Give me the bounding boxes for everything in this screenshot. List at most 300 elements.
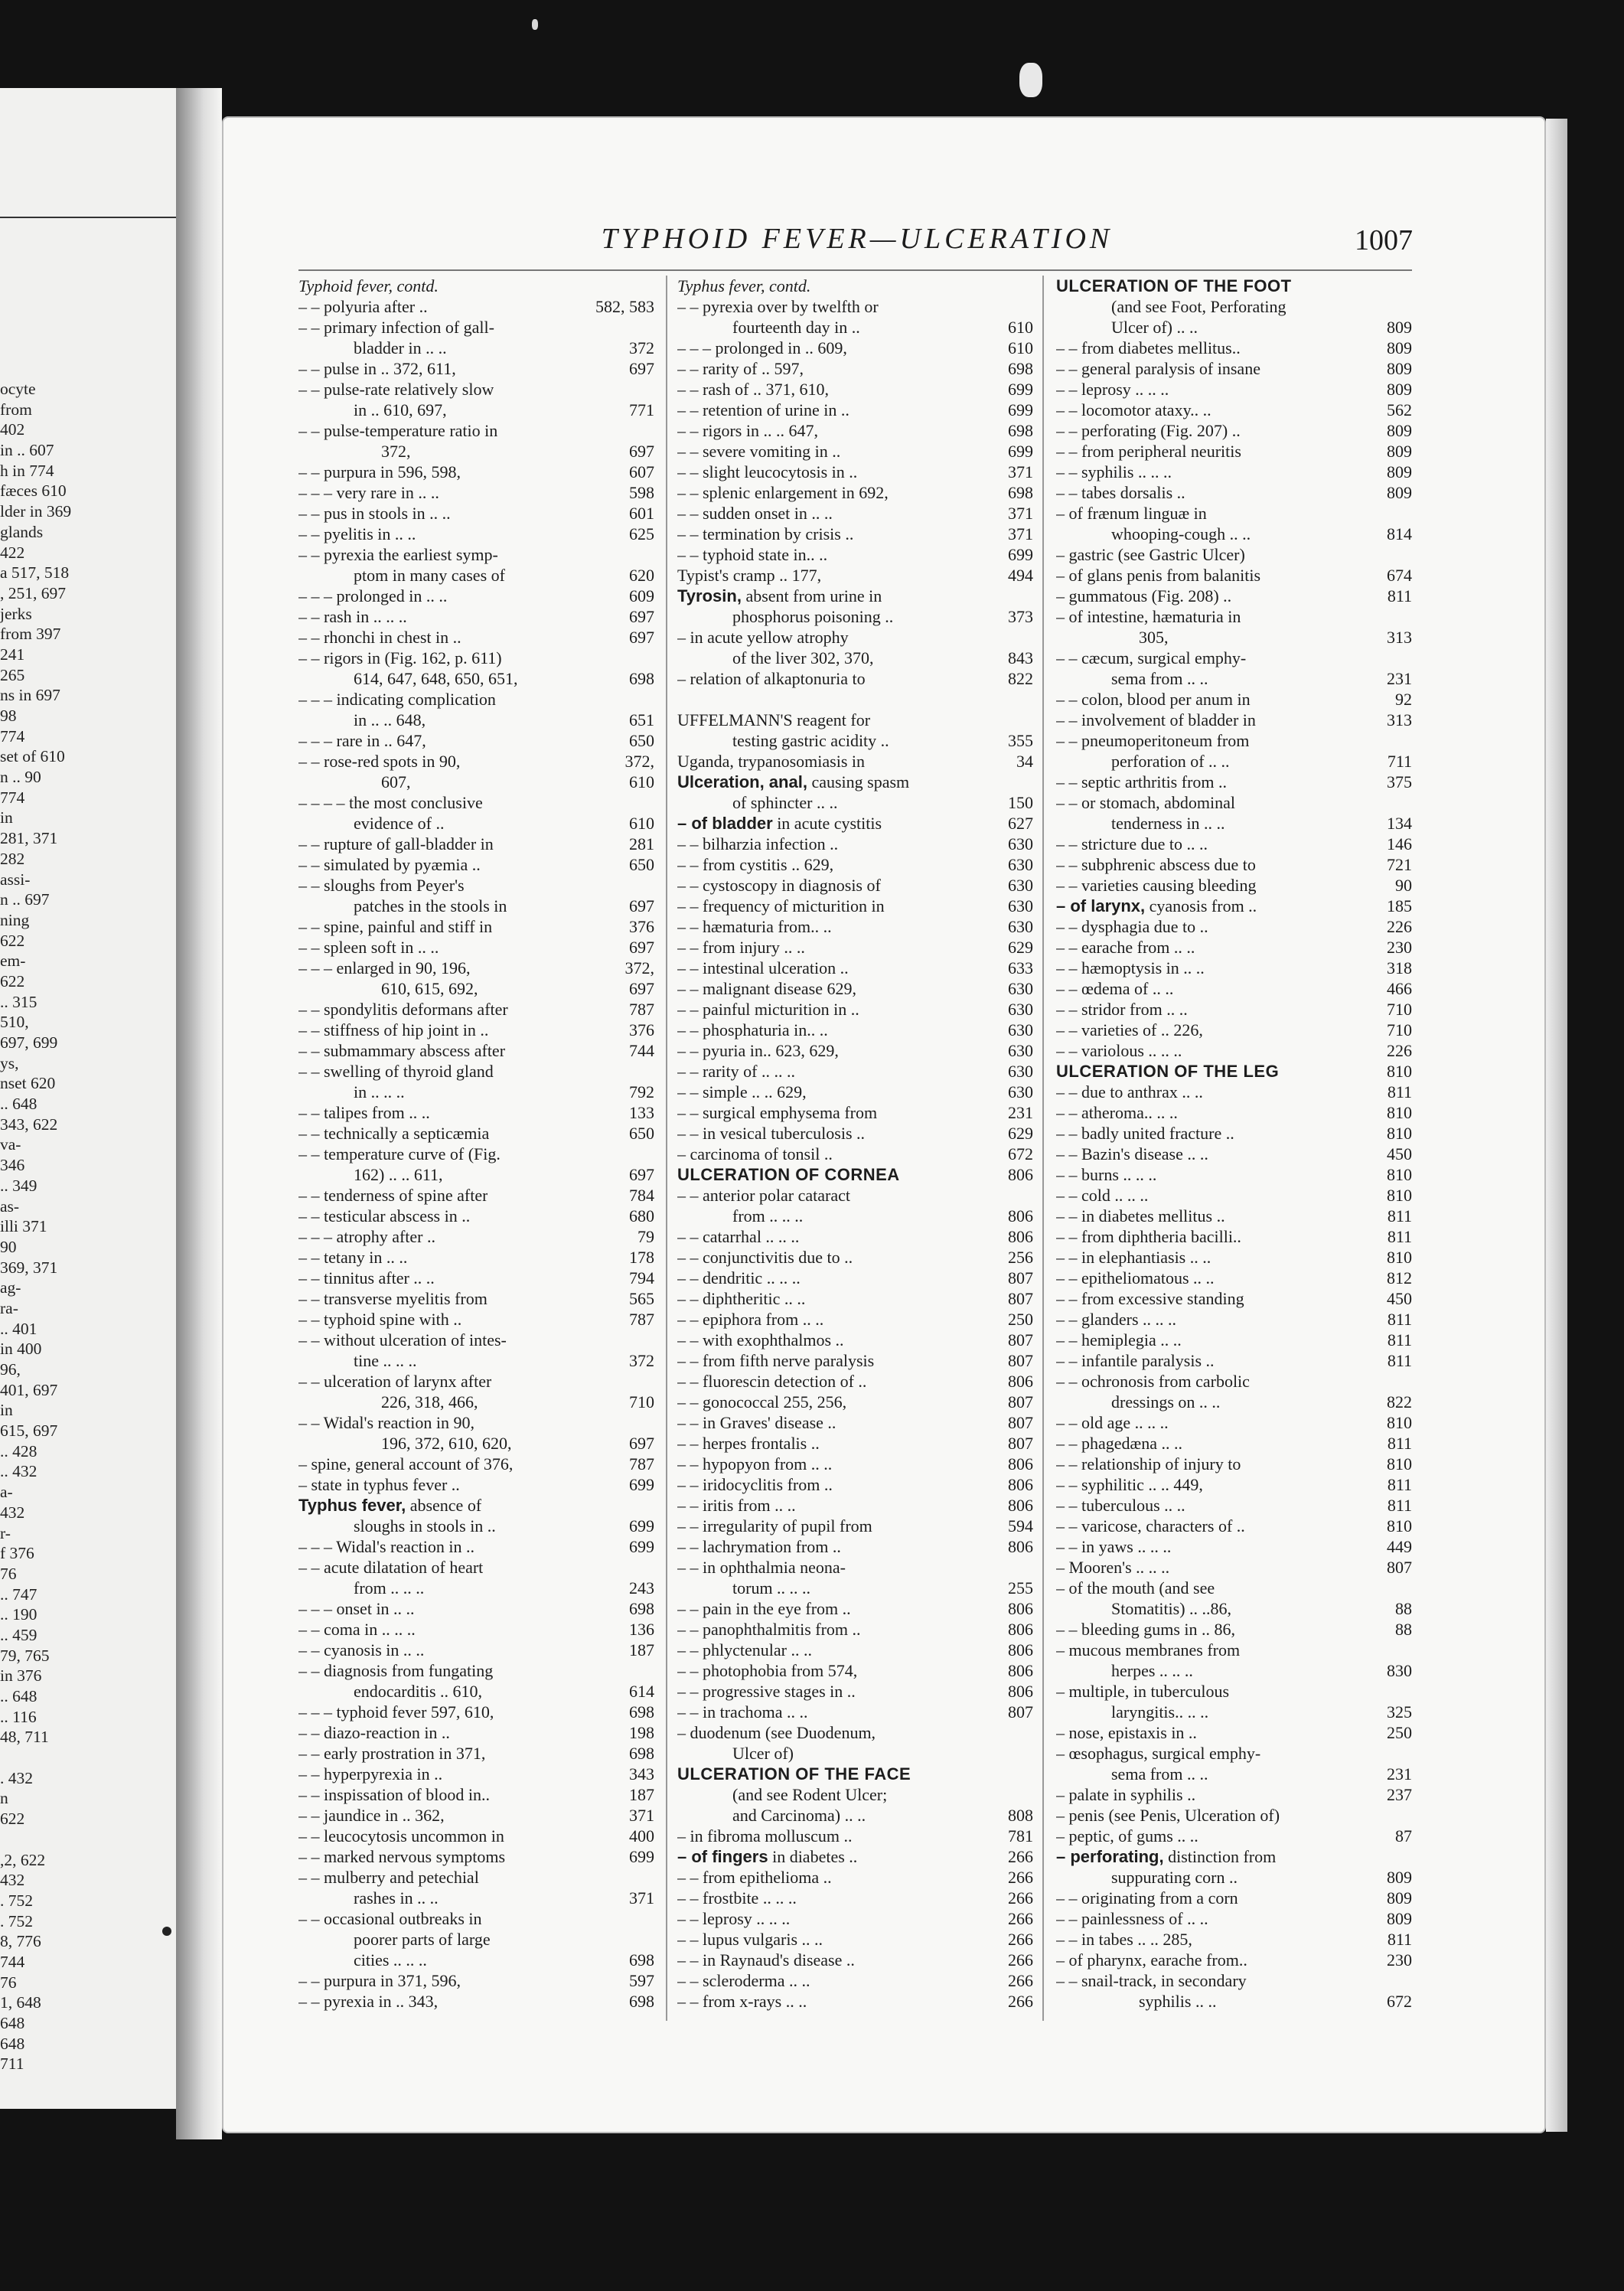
entry-text: of sphincter .. ..: [732, 793, 838, 812]
entry-text: – – diagnosis from fungating: [298, 1661, 494, 1680]
index-entry: [677, 978, 1033, 999]
entry-text: – – purpura in 596, 598,: [298, 462, 461, 481]
entry-text: ULCERATION OF THE FOOT: [1056, 276, 1292, 295]
entry-pages: 806: [1008, 1661, 1033, 1680]
entry-pages: 781: [1008, 1826, 1033, 1846]
entry-pages: 325: [1387, 1702, 1412, 1722]
index-entry: [677, 1660, 1033, 1681]
index-entry: [677, 1226, 1033, 1247]
index-entry: [298, 1970, 654, 1991]
entry-text: – – hyperpyrexia in ..: [298, 1764, 443, 1784]
left-page-fragment: 432: [0, 1503, 25, 1522]
entry-pages: 809: [1387, 318, 1412, 337]
entry-pages: 146: [1387, 834, 1412, 853]
entry-text: herpes .. .. ..: [1111, 1661, 1193, 1680]
index-entry: [677, 1392, 1033, 1412]
left-page-fragment: 744: [0, 1952, 25, 1971]
entry-pages: 318: [1387, 958, 1412, 977]
index-entry: [298, 958, 654, 978]
entry-text: – – diphtheritic .. ..: [677, 1289, 806, 1308]
index-entry: [677, 1908, 1033, 1929]
entry-pages: 494: [1008, 566, 1033, 585]
entry-pages: 806: [1008, 1537, 1033, 1556]
index-entry: [298, 358, 654, 379]
entry-text: laryngitis.. .. ..: [1111, 1702, 1209, 1722]
entry-text: – – Widal's reaction in 90,: [298, 1413, 474, 1432]
entry-text: (and see Rodent Ulcer;: [732, 1785, 888, 1804]
entry-pages: 698: [629, 1599, 654, 1618]
entry-text: – – cold .. .. ..: [1056, 1186, 1149, 1205]
entry-pages: 808: [1008, 1806, 1033, 1825]
entry-pages: 371: [1008, 462, 1033, 481]
entry-pages: 806: [1008, 1640, 1033, 1660]
entry-text: – – epiphora from .. ..: [677, 1310, 824, 1329]
entry-text: – spine, general account of 376,: [298, 1454, 514, 1473]
index-entry: [1056, 1247, 1412, 1268]
left-page-fragment: as-: [0, 1196, 20, 1216]
index-entry: [677, 1350, 1033, 1371]
entry-text: – – splenic enlargement in 692,: [677, 483, 889, 502]
entry-pages: 811: [1387, 1330, 1412, 1349]
entry-text: 226, 318, 466,: [381, 1392, 478, 1411]
index-entry: [298, 606, 654, 627]
entry-pages: 256: [1008, 1248, 1033, 1267]
entry-text: 372,: [381, 442, 411, 461]
entry-pages: 806: [1008, 1475, 1033, 1494]
entry-text: – – coma in .. .. ..: [298, 1620, 416, 1639]
entry-text: – – jaundice in .. 362,: [298, 1806, 445, 1825]
entry-pages: 672: [1008, 1144, 1033, 1163]
entry-pages: 699: [629, 1475, 654, 1494]
index-entry: [677, 1784, 1033, 1805]
index-entry: [677, 586, 1033, 606]
entry-pages: 266: [1008, 1847, 1033, 1866]
entry-pages: 771: [629, 400, 654, 419]
entry-pages: 809: [1387, 338, 1412, 357]
entry-text: from .. .. ..: [732, 1206, 804, 1225]
index-entry: [1056, 1082, 1412, 1102]
entry-pages: 630: [1008, 1041, 1033, 1060]
entry-text: – – without ulceration of intes-: [298, 1330, 507, 1349]
index-entry: [677, 1206, 1033, 1226]
entry-text: – – syphilitic .. .. 449,: [1056, 1475, 1203, 1494]
entry-text: suppurating corn ..: [1111, 1868, 1238, 1887]
entry-text: – – due to anthrax .. ..: [1056, 1082, 1203, 1101]
left-page-fragment: a-: [0, 1483, 13, 1502]
entry-text: – Mooren's .. .. ..: [1056, 1558, 1170, 1577]
entry-text: sema from .. ..: [1111, 1764, 1208, 1784]
entry-pages: 92: [1395, 690, 1412, 709]
entry-pages: 697: [629, 1434, 654, 1453]
entry-text: – – in tabes .. .. 285,: [1056, 1930, 1192, 1949]
entry-pages: 810: [1387, 1454, 1412, 1473]
entry-text: – relation of alkaptonuria to: [677, 669, 866, 688]
entry-text: torum .. .. ..: [732, 1578, 811, 1597]
entry-text: – – spleen soft in .. ..: [298, 938, 439, 957]
entry-text: – – lachrymation from ..: [677, 1537, 841, 1556]
index-entry: [677, 276, 1033, 296]
index-entry: [677, 1144, 1033, 1164]
entry-pages: 87: [1395, 1826, 1412, 1846]
entry-pages: 88: [1395, 1599, 1412, 1618]
index-entry: [677, 916, 1033, 937]
left-page-fragment: .. 648: [0, 1095, 38, 1114]
index-entry: [1056, 730, 1412, 751]
index-entry: [677, 1681, 1033, 1702]
entry-pages: 610: [1008, 338, 1033, 357]
entry-pages: 806: [1008, 1496, 1033, 1515]
entry-pages: 610: [629, 772, 654, 791]
entry-text: – of the mouth (and see: [1056, 1578, 1215, 1597]
index-entry: [298, 586, 654, 606]
left-page-fragment: 281, 371: [0, 829, 58, 848]
index-entry: [298, 1702, 654, 1722]
index-entry: [1056, 1144, 1412, 1164]
index-entry: [1056, 896, 1412, 916]
index-entry: [298, 1082, 654, 1102]
index-entry: [1056, 524, 1412, 544]
index-entry: [677, 1950, 1033, 1970]
entry-text: – – irregularity of pupil from: [677, 1516, 872, 1535]
left-page-fragment: assi-: [0, 870, 31, 889]
entry-text: 614, 647, 648, 650, 651,: [354, 669, 518, 688]
left-page-fragment: ra-: [0, 1298, 18, 1317]
entry-text: ULCERATION OF THE LEG: [1056, 1062, 1280, 1081]
entry-pages: 843: [1008, 648, 1033, 667]
index-entry: [298, 834, 654, 854]
index-entry: [298, 379, 654, 400]
entry-pages: 787: [629, 1000, 654, 1019]
left-page-fragment: 346: [0, 1156, 25, 1175]
index-entry: [677, 1867, 1033, 1888]
entry-text: – – typhoid spine with ..: [298, 1310, 462, 1329]
entry-text: – – from epithelioma ..: [677, 1868, 832, 1887]
entry-text: – – – very rare in .. ..: [298, 483, 439, 502]
entry-text: – – submammary abscess after: [298, 1041, 506, 1060]
index-entry: [677, 772, 1033, 792]
entry-text: – gummatous (Fig. 208) ..: [1056, 586, 1232, 605]
entry-text: – – earache from .. ..: [1056, 938, 1195, 957]
entry-pages: 90: [1395, 876, 1412, 895]
index-entry: [298, 689, 654, 710]
entry-text: – – – atrophy after ..: [298, 1227, 435, 1246]
entry-text: Stomatitis) .. ..86,: [1111, 1599, 1232, 1618]
entry-text: testing gastric acidity ..: [732, 731, 889, 750]
entry-text: endocarditis .. 610,: [354, 1682, 483, 1701]
entry-pages: 807: [1008, 1392, 1033, 1411]
entry-pages: 134: [1387, 814, 1412, 833]
index-entry: [1056, 648, 1412, 668]
entry-text: – peptic, of gums .. ..: [1056, 1826, 1198, 1846]
left-page-fragment: 432: [0, 1871, 25, 1890]
left-page-fragment: in: [0, 808, 13, 827]
entry-text: phosphorus poisoning ..: [732, 607, 894, 626]
entry-text: – – – typhoid fever 597, 610,: [298, 1702, 494, 1722]
entry-pages: 697: [629, 896, 654, 915]
index-heading: [677, 1764, 1033, 1784]
left-page-fragment: .. 116: [0, 1707, 37, 1726]
entry-text: – – tabes dorsalis ..: [1056, 483, 1185, 502]
entry-pages: 355: [1008, 731, 1033, 750]
index-entry: [298, 1268, 654, 1288]
index-entry: [298, 1536, 654, 1557]
entry-text: – state in typhus fever ..: [298, 1475, 460, 1494]
entry-pages: 710: [1387, 1020, 1412, 1039]
index-entry: [298, 1454, 654, 1474]
index-entry: [298, 751, 654, 772]
entry-text: Typhoid fever, contd.: [298, 276, 439, 295]
left-page-fragment: 622: [0, 931, 25, 950]
index-entry: [677, 606, 1033, 627]
entry-text: – – leprosy .. .. ..: [1056, 380, 1169, 399]
entry-pages: 650: [629, 1124, 654, 1143]
index-entry: [1056, 317, 1412, 338]
entry-text: – – talipes from .. ..: [298, 1103, 430, 1122]
entry-pages: 811: [1387, 1310, 1412, 1329]
index-entry: [298, 978, 654, 999]
entry-pages: 807: [1387, 1558, 1412, 1577]
column-divider: [1042, 276, 1044, 2021]
entry-text: – of larynx, cyanosis from ..: [1056, 896, 1257, 915]
index-entry: [298, 1929, 654, 1950]
index-entry: [677, 627, 1033, 648]
entry-text: – – varicose, characters of ..: [1056, 1516, 1245, 1535]
entry-text: – – stridor from .. ..: [1056, 1000, 1188, 1019]
entry-pages: 565: [629, 1289, 654, 1308]
index-entry: [677, 1185, 1033, 1206]
left-page-fragment: from: [0, 400, 32, 419]
entry-text: 610, 615, 692,: [381, 979, 478, 998]
entry-pages: 744: [629, 1041, 654, 1060]
index-entry: [1056, 503, 1412, 524]
entry-text: Typhus fever, absence of: [298, 1496, 482, 1515]
index-entry: [1056, 1536, 1412, 1557]
entry-text: – – glanders .. .. ..: [1056, 1310, 1177, 1329]
left-page-fragment: jerks: [0, 604, 32, 623]
index-entry: [1056, 1846, 1412, 1867]
entry-text: – – termination by crisis ..: [677, 524, 854, 543]
entry-text: – – bleeding gums in .. 86,: [1056, 1620, 1236, 1639]
index-entry: [1056, 1784, 1412, 1805]
entry-text: – – cæcum, surgical emphy-: [1056, 648, 1247, 667]
entry-text: 162) .. .. 611,: [354, 1165, 443, 1184]
entry-text: – – swelling of thyroid gland: [298, 1062, 494, 1081]
index-entry: [298, 565, 654, 586]
index-entry: [1056, 1433, 1412, 1454]
entry-pages: 721: [1387, 855, 1412, 874]
entry-text: – duodenum (see Duodenum,: [677, 1723, 876, 1742]
index-entry: [1056, 1950, 1412, 1970]
entry-text: sloughs in stools in ..: [354, 1516, 496, 1535]
entry-text: dressings on .. ..: [1111, 1392, 1221, 1411]
entry-text: – – marked nervous symptoms: [298, 1847, 506, 1866]
index-entry: [298, 792, 654, 813]
entry-text: – – rupture of gall-bladder in: [298, 834, 494, 853]
entry-pages: 243: [629, 1578, 654, 1597]
index-entry: [1056, 400, 1412, 420]
entry-pages: 629: [1008, 1124, 1033, 1143]
index-entry: [1056, 441, 1412, 462]
entry-text: of the liver 302, 370,: [732, 648, 874, 667]
entry-pages: 630: [1008, 876, 1033, 895]
entry-pages: 313: [1387, 628, 1412, 647]
left-page-fragment: lder in 369: [0, 502, 72, 521]
index-entry: [677, 1826, 1033, 1846]
index-entry: [298, 1495, 654, 1516]
index-entry: [298, 1908, 654, 1929]
entry-text: – of fingers in diabetes ..: [677, 1847, 858, 1866]
entry-text: – – varieties of .. 226,: [1056, 1020, 1203, 1039]
entry-text: – – malignant disease 629,: [677, 979, 857, 998]
index-entry: [677, 1330, 1033, 1350]
entry-text: – – – prolonged in .. ..: [298, 586, 448, 605]
index-entry: [1056, 1309, 1412, 1330]
index-entry: [677, 482, 1033, 503]
index-entry: [1056, 958, 1412, 978]
left-page-fragment: [0, 1748, 176, 1768]
index-entry: [1056, 1454, 1412, 1474]
index-entry: [1056, 710, 1412, 730]
entry-text: – – early prostration in 371,: [298, 1744, 486, 1763]
entry-text: – – rash in .. .. ..: [298, 607, 407, 626]
entry-text: – gastric (see Gastric Ulcer): [1056, 545, 1245, 564]
index-entry: [298, 1433, 654, 1454]
index-entry: [298, 1371, 654, 1392]
left-page-fragment: 76: [0, 1973, 17, 1992]
entry-pages: 198: [629, 1723, 654, 1742]
entry-text: – – pulse in .. 372, 611,: [298, 359, 456, 378]
left-page-fragment: 510,: [0, 1013, 29, 1032]
entry-pages: 373: [1008, 607, 1033, 626]
entry-text: – – pus in stools in .. ..: [298, 504, 451, 523]
left-page-fragment: 422: [0, 543, 25, 562]
index-entry: [298, 937, 654, 958]
index-entry: [298, 854, 654, 875]
entry-text: tenderness in .. ..: [1111, 814, 1225, 833]
entry-text: fourteenth day in ..: [732, 318, 860, 337]
entry-pages: 266: [1008, 1868, 1033, 1887]
entry-text: – of frænum linguæ in: [1056, 504, 1207, 523]
entry-text: – – atheroma.. .. ..: [1056, 1103, 1178, 1122]
index-entry: [298, 1144, 654, 1164]
index-entry: [1056, 1826, 1412, 1846]
index-entry: [677, 1805, 1033, 1826]
entry-pages: 187: [629, 1640, 654, 1660]
entry-text: – – in diabetes mellitus ..: [1056, 1206, 1225, 1225]
entry-text: – – or stomach, abdominal: [1056, 793, 1236, 812]
index-entry: [677, 958, 1033, 978]
entry-text: UFFELMANN'S reagent for: [677, 710, 871, 729]
entry-pages: 231: [1008, 1103, 1033, 1122]
index-entry: [1056, 1557, 1412, 1578]
index-entry: [677, 1929, 1033, 1950]
entry-text: Typist's cramp .. 177,: [677, 566, 822, 585]
index-entry: [1056, 1660, 1412, 1681]
index-entry: [677, 1309, 1033, 1330]
entry-text: – – rose-red spots in 90,: [298, 752, 461, 771]
entry-text: – – intestinal ulceration ..: [677, 958, 849, 977]
index-entry: [298, 1743, 654, 1764]
left-page-fragment: 615, 697: [0, 1421, 58, 1441]
entry-pages: 809: [1387, 359, 1412, 378]
left-page-fragment: 369, 371: [0, 1258, 58, 1277]
index-entry: [677, 544, 1033, 565]
entry-text: – – infantile paralysis ..: [1056, 1351, 1215, 1370]
index-entry: [1056, 565, 1412, 586]
left-page-fragment: in 376: [0, 1666, 42, 1686]
index-entry: [1056, 1888, 1412, 1908]
index-entry: [677, 503, 1033, 524]
index-entry: [298, 875, 654, 896]
entry-pages: 562: [1387, 400, 1412, 419]
entry-text: patches in the stools in: [354, 896, 507, 915]
index-entry: [1056, 1722, 1412, 1743]
entry-text: poorer parts of large: [354, 1930, 491, 1949]
entry-pages: 371: [1008, 504, 1033, 523]
entry-pages: 810: [1387, 1413, 1412, 1432]
entry-text: whooping-cough .. ..: [1111, 524, 1251, 543]
entry-pages: 811: [1387, 1351, 1412, 1370]
entry-pages: 372,: [624, 752, 654, 771]
index-heading: [677, 1164, 1033, 1185]
entry-pages: 450: [1387, 1289, 1412, 1308]
entry-pages: 627: [1008, 814, 1033, 833]
index-entry: [677, 1020, 1033, 1040]
page-edge: [1546, 119, 1567, 2132]
index-entry: [1056, 1598, 1412, 1619]
entry-pages: 250: [1008, 1310, 1033, 1329]
index-entry: [677, 1454, 1033, 1474]
entry-text: Tyrosin, absent from urine in: [677, 586, 882, 605]
left-page-fragment: r-: [0, 1523, 11, 1542]
entry-pages: 650: [629, 731, 654, 750]
index-entry: [677, 565, 1033, 586]
entry-pages: 806: [1008, 1682, 1033, 1701]
index-entry: [298, 668, 654, 689]
index-entry: [1056, 1102, 1412, 1123]
left-page-fragment: ns in 697: [0, 686, 60, 705]
index-entry: [1056, 1619, 1412, 1640]
left-page-fragment: ocyte: [0, 380, 36, 398]
entry-text: – – lupus vulgaris .. ..: [677, 1930, 823, 1949]
entry-pages: 650: [629, 855, 654, 874]
entry-pages: 371: [629, 1806, 654, 1825]
entry-pages: 710: [1387, 1000, 1412, 1019]
index-entry: [1056, 420, 1412, 441]
running-header: TYPHOID FEVER—ULCERATION: [601, 223, 1114, 255]
left-page-fragment: 96,: [0, 1360, 21, 1379]
entry-pages: 787: [629, 1310, 654, 1329]
left-page-fragment: ning: [0, 910, 30, 929]
entry-text: – – pyrexia over by twelfth or: [677, 297, 879, 316]
entry-text: perforation of .. ..: [1111, 752, 1230, 771]
entry-pages: 79: [638, 1227, 654, 1246]
entry-text: – – ochronosis from carbolic: [1056, 1372, 1250, 1391]
left-page-fragment: 282: [0, 849, 25, 868]
left-page-fragment: h in 774: [0, 461, 54, 480]
entry-text: – – iritis from .. ..: [677, 1496, 796, 1515]
index-entry: [677, 999, 1033, 1020]
entry-pages: 582, 583: [595, 297, 654, 316]
index-entry: [1056, 772, 1412, 792]
entry-pages: 811: [1387, 1475, 1412, 1494]
left-page-fragment: 648: [0, 2014, 25, 2032]
index-entry: [1056, 1578, 1412, 1598]
entry-text: – – catarrhal .. .. ..: [677, 1227, 800, 1246]
index-entry: [298, 1722, 654, 1743]
left-page-fragment: 241: [0, 645, 25, 664]
entry-pages: 266: [1008, 1971, 1033, 1990]
